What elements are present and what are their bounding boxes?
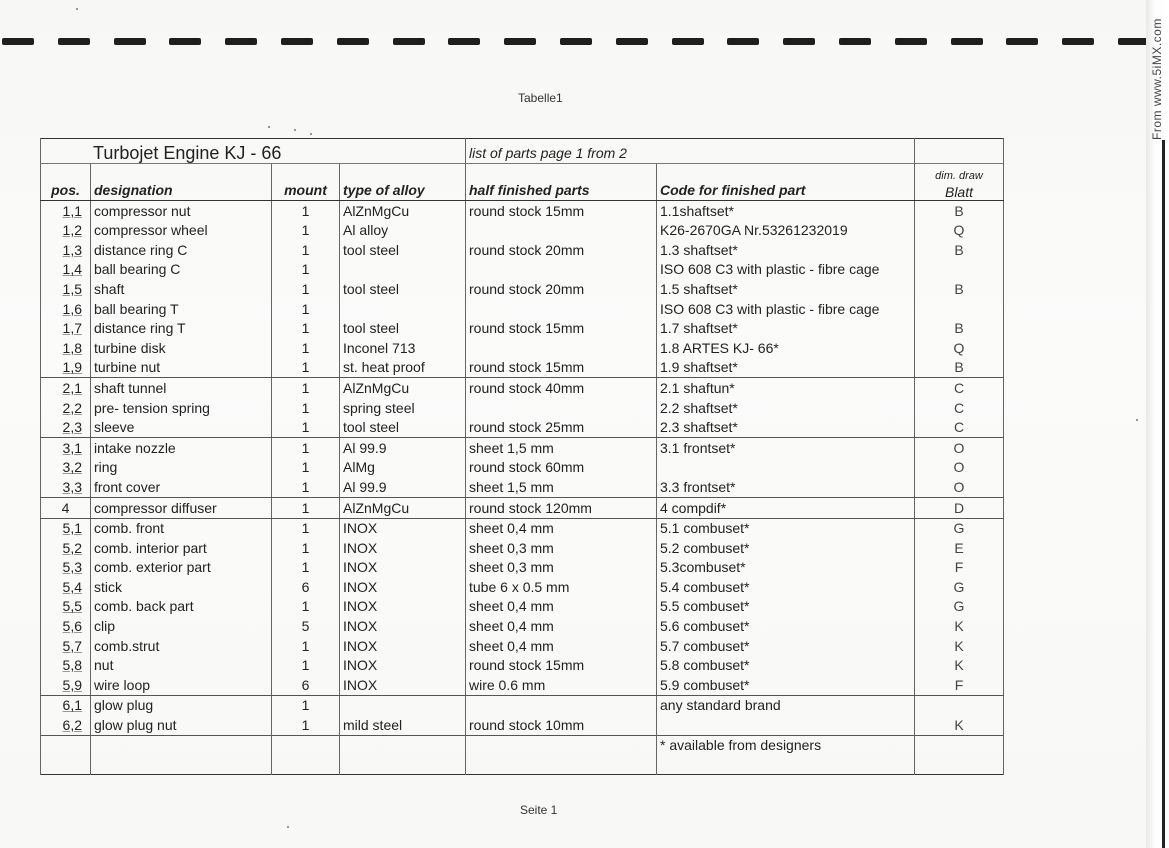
sheet-title: Tabelle1 bbox=[518, 91, 563, 105]
cell-code: 3.3 frontset* bbox=[657, 477, 915, 497]
table-row bbox=[41, 497, 1004, 518]
cell-half-finished: round stock 120mm bbox=[466, 497, 657, 518]
cell-mount: 1 bbox=[272, 319, 340, 339]
cell-alloy: INOX bbox=[340, 656, 466, 676]
table-title: Turbojet Engine KJ - 66 bbox=[41, 139, 466, 164]
cell-mount: 1 bbox=[272, 378, 340, 398]
header-dim-line1: dim. draw bbox=[935, 170, 983, 182]
cell-designation: pre- tension spring bbox=[91, 398, 272, 418]
cell-blatt bbox=[915, 695, 1004, 715]
cell-designation: ball bearing C bbox=[91, 260, 272, 280]
cell-pos: 5,4 bbox=[41, 577, 91, 597]
footnote-blank-cell bbox=[340, 736, 466, 775]
cell-pos: 5,3 bbox=[41, 558, 91, 578]
cell-half-finished: round stock 15mm bbox=[466, 358, 657, 378]
cell-code bbox=[657, 458, 915, 478]
cell-half-finished bbox=[466, 398, 657, 418]
cell-pos: 1,1 bbox=[41, 201, 91, 221]
cell-half-finished: sheet 0,3 mm bbox=[466, 538, 657, 558]
cell-blatt bbox=[915, 299, 1004, 319]
cell-mount: 1 bbox=[272, 299, 340, 319]
cell-designation: stick bbox=[91, 577, 272, 597]
cell-code: any standard brand bbox=[657, 695, 915, 715]
header-alloy: type of alloy bbox=[340, 164, 466, 201]
cell-half-finished bbox=[466, 221, 657, 241]
cell-half-finished: sheet 0,4 mm bbox=[466, 616, 657, 636]
cell-pos: 1,5 bbox=[41, 279, 91, 299]
cell-mount: 6 bbox=[272, 675, 340, 695]
cell-code: 2.2 shaftset* bbox=[657, 398, 915, 418]
cell-mount: 1 bbox=[272, 279, 340, 299]
cell-mount: 1 bbox=[272, 538, 340, 558]
parts-table bbox=[40, 138, 1004, 775]
perforation-hole bbox=[393, 38, 425, 45]
cell-half-finished bbox=[466, 260, 657, 280]
cell-half-finished: round stock 20mm bbox=[466, 279, 657, 299]
cell-mount: 1 bbox=[272, 438, 340, 458]
cell-alloy: INOX bbox=[340, 518, 466, 538]
cell-blatt: E bbox=[915, 538, 1004, 558]
cell-blatt: C bbox=[915, 378, 1004, 398]
cell-half-finished: round stock 15mm bbox=[466, 656, 657, 676]
cell-designation: intake nozzle bbox=[91, 438, 272, 458]
cell-mount: 1 bbox=[272, 201, 340, 221]
cell-alloy: Inconel 713 bbox=[340, 338, 466, 358]
header-half-finished: half finished parts bbox=[466, 164, 657, 201]
cell-mount: 1 bbox=[272, 240, 340, 260]
cell-mount: 1 bbox=[272, 656, 340, 676]
cell-code: 5.9 combuset* bbox=[657, 675, 915, 695]
cell-alloy: INOX bbox=[340, 636, 466, 656]
cell-designation: wire loop bbox=[91, 675, 272, 695]
cell-alloy: AlZnMgCu bbox=[340, 378, 466, 398]
table-row bbox=[41, 577, 1004, 597]
cell-designation: compressor nut bbox=[91, 201, 272, 221]
cell-designation: comb. back part bbox=[91, 597, 272, 617]
cell-pos: 2,2 bbox=[41, 398, 91, 418]
cell-designation: shaft bbox=[91, 279, 272, 299]
table-row bbox=[41, 558, 1004, 578]
cell-pos: 1,8 bbox=[41, 338, 91, 358]
cell-code: K26-2670GA Nr.53261232019 bbox=[657, 221, 915, 241]
footnote-blank-cell bbox=[915, 736, 1004, 775]
cell-pos: 3,3 bbox=[41, 477, 91, 497]
cell-designation: comb. interior part bbox=[91, 538, 272, 558]
cell-blatt: B bbox=[915, 358, 1004, 378]
cell-blatt bbox=[915, 260, 1004, 280]
cell-blatt: O bbox=[915, 458, 1004, 478]
cell-half-finished: sheet 0,4 mm bbox=[466, 636, 657, 656]
cell-code: 1.7 shaftset* bbox=[657, 319, 915, 339]
table-row bbox=[41, 221, 1004, 241]
cell-code: 2.1 shaftun* bbox=[657, 378, 915, 398]
table-row bbox=[41, 458, 1004, 478]
cell-designation: compressor wheel bbox=[91, 221, 272, 241]
cell-half-finished: sheet 1,5 mm bbox=[466, 438, 657, 458]
table-row bbox=[41, 418, 1004, 438]
cell-code: 5.4 combuset* bbox=[657, 577, 915, 597]
cell-alloy: Al alloy bbox=[340, 221, 466, 241]
perforation-hole bbox=[448, 38, 480, 45]
footnote-row bbox=[41, 736, 1004, 775]
table-row bbox=[41, 358, 1004, 378]
cell-mount: 1 bbox=[272, 398, 340, 418]
cell-half-finished: round stock 15mm bbox=[466, 319, 657, 339]
cell-code: 5.1 combuset* bbox=[657, 518, 915, 538]
cell-mount: 1 bbox=[272, 695, 340, 715]
perforation-strip bbox=[0, 35, 1146, 47]
header-mount: mount bbox=[272, 164, 340, 201]
edge-line bbox=[1162, 140, 1165, 848]
cell-designation: distance ring T bbox=[91, 319, 272, 339]
table-row bbox=[41, 240, 1004, 260]
footnote-blank-cell bbox=[466, 736, 657, 775]
cell-blatt: G bbox=[915, 577, 1004, 597]
cell-blatt: O bbox=[915, 477, 1004, 497]
cell-mount: 1 bbox=[272, 518, 340, 538]
cell-pos: 3,1 bbox=[41, 438, 91, 458]
cell-designation: compressor diffuser bbox=[91, 497, 272, 518]
cell-pos: 1,4 bbox=[41, 260, 91, 280]
cell-designation: distance ring C bbox=[91, 240, 272, 260]
cell-mount: 1 bbox=[272, 338, 340, 358]
cell-mount: 1 bbox=[272, 636, 340, 656]
header-dim-line2: Blatt bbox=[944, 184, 973, 200]
cell-half-finished: round stock 40mm bbox=[466, 378, 657, 398]
perforation-hole bbox=[560, 38, 592, 45]
cell-pos: 1,3 bbox=[41, 240, 91, 260]
cell-mount: 1 bbox=[272, 477, 340, 497]
cell-code: 1.3 shaftset* bbox=[657, 240, 915, 260]
perforation-hole bbox=[114, 38, 146, 45]
cell-pos: 5,1 bbox=[41, 518, 91, 538]
header-row bbox=[41, 164, 1004, 201]
cell-pos: 1,9 bbox=[41, 358, 91, 378]
cell-designation: turbine disk bbox=[91, 338, 272, 358]
cell-code bbox=[657, 715, 915, 735]
cell-pos: 2,1 bbox=[41, 378, 91, 398]
cell-blatt: K bbox=[915, 616, 1004, 636]
table-row bbox=[41, 675, 1004, 695]
cell-alloy: Al 99.9 bbox=[340, 477, 466, 497]
perforation-hole bbox=[672, 38, 704, 45]
cell-mount: 1 bbox=[272, 597, 340, 617]
header-designation: designation bbox=[91, 164, 272, 201]
cell-code: 1.5 shaftset* bbox=[657, 279, 915, 299]
cell-alloy: INOX bbox=[340, 597, 466, 617]
cell-pos: 5,6 bbox=[41, 616, 91, 636]
cell-half-finished bbox=[466, 299, 657, 319]
cell-blatt: B bbox=[915, 319, 1004, 339]
cell-blatt: B bbox=[915, 279, 1004, 299]
perforation-hole bbox=[169, 38, 201, 45]
cell-alloy: INOX bbox=[340, 675, 466, 695]
cell-mount: 1 bbox=[272, 221, 340, 241]
cell-code: 5.7 combuset* bbox=[657, 636, 915, 656]
perforation-hole bbox=[504, 38, 536, 45]
table-row bbox=[41, 398, 1004, 418]
cell-mount: 1 bbox=[272, 715, 340, 735]
footnote: * available from designers bbox=[657, 736, 915, 775]
cell-code: 3.1 frontset* bbox=[657, 438, 915, 458]
cell-code: 5.8 combuset* bbox=[657, 656, 915, 676]
watermark: From www.5iMX.com bbox=[1150, 18, 1164, 140]
cell-mount: 1 bbox=[272, 458, 340, 478]
perforation-hole bbox=[1062, 38, 1094, 45]
cell-designation: clip bbox=[91, 616, 272, 636]
cell-blatt: B bbox=[915, 240, 1004, 260]
cell-blatt: Q bbox=[915, 221, 1004, 241]
cell-alloy: Al 99.9 bbox=[340, 438, 466, 458]
perforation-hole bbox=[337, 38, 369, 45]
cell-blatt: G bbox=[915, 518, 1004, 538]
cell-half-finished: round stock 25mm bbox=[466, 418, 657, 438]
cell-half-finished: round stock 10mm bbox=[466, 715, 657, 735]
footnote-blank-cell bbox=[272, 736, 340, 775]
header-dim-draw bbox=[915, 164, 1004, 201]
perforation-hole bbox=[839, 38, 871, 45]
perforation-hole bbox=[783, 38, 815, 45]
cell-code: ISO 608 C3 with plastic - fibre cage bbox=[657, 299, 915, 319]
cell-mount: 6 bbox=[272, 577, 340, 597]
perforation-hole bbox=[225, 38, 257, 45]
cell-blatt: K bbox=[915, 636, 1004, 656]
table-row bbox=[41, 597, 1004, 617]
cell-half-finished: sheet 0,4 mm bbox=[466, 518, 657, 538]
cell-mount: 1 bbox=[272, 497, 340, 518]
cell-alloy: INOX bbox=[340, 616, 466, 636]
cell-alloy: st. heat proof bbox=[340, 358, 466, 378]
cell-alloy bbox=[340, 299, 466, 319]
cell-blatt: B bbox=[915, 201, 1004, 221]
cell-half-finished: sheet 0,3 mm bbox=[466, 558, 657, 578]
footnote-blank-cell bbox=[91, 736, 272, 775]
cell-designation: nut bbox=[91, 656, 272, 676]
cell-half-finished: round stock 20mm bbox=[466, 240, 657, 260]
cell-pos: 1,2 bbox=[41, 221, 91, 241]
table-row bbox=[41, 715, 1004, 735]
perforation-hole bbox=[2, 38, 34, 45]
cell-pos: 2,3 bbox=[41, 418, 91, 438]
cell-half-finished: sheet 1,5 mm bbox=[466, 477, 657, 497]
perforation-hole bbox=[951, 38, 983, 45]
cell-alloy: tool steel bbox=[340, 418, 466, 438]
cell-blatt: G bbox=[915, 597, 1004, 617]
table-row bbox=[41, 656, 1004, 676]
page-footer: Seite 1 bbox=[520, 803, 558, 817]
cell-designation: glow plug bbox=[91, 695, 272, 715]
cell-pos: 6,1 bbox=[41, 695, 91, 715]
cell-designation: glow plug nut bbox=[91, 715, 272, 735]
cell-code: 5.6 combuset* bbox=[657, 616, 915, 636]
cell-code: 5.3combuset* bbox=[657, 558, 915, 578]
table-row bbox=[41, 299, 1004, 319]
cell-code: 5.2 combuset* bbox=[657, 538, 915, 558]
table-row bbox=[41, 616, 1004, 636]
cell-half-finished: wire 0.6 mm bbox=[466, 675, 657, 695]
title-row bbox=[41, 139, 1004, 164]
cell-code: 1.1shaftset* bbox=[657, 201, 915, 221]
perforation-hole bbox=[58, 38, 90, 45]
cell-pos: 3,2 bbox=[41, 458, 91, 478]
cell-mount: 1 bbox=[272, 558, 340, 578]
cell-mount: 5 bbox=[272, 616, 340, 636]
cell-pos: 5,2 bbox=[41, 538, 91, 558]
cell-designation: front cover bbox=[91, 477, 272, 497]
table-row bbox=[41, 378, 1004, 398]
cell-code: 1.8 ARTES KJ- 66* bbox=[657, 338, 915, 358]
cell-pos: 1,6 bbox=[41, 299, 91, 319]
cell-half-finished bbox=[466, 695, 657, 715]
cell-designation: turbine nut bbox=[91, 358, 272, 378]
cell-alloy: tool steel bbox=[340, 319, 466, 339]
cell-alloy: INOX bbox=[340, 558, 466, 578]
cell-pos: 5,9 bbox=[41, 675, 91, 695]
cell-alloy bbox=[340, 695, 466, 715]
cell-alloy: tool steel bbox=[340, 240, 466, 260]
cell-pos: 5,8 bbox=[41, 656, 91, 676]
cell-blatt: O bbox=[915, 438, 1004, 458]
table-row bbox=[41, 695, 1004, 715]
perforation-hole bbox=[281, 38, 313, 45]
cell-designation: shaft tunnel bbox=[91, 378, 272, 398]
table-subtitle: list of parts page 1 from 2 bbox=[466, 139, 915, 164]
table-row bbox=[41, 438, 1004, 458]
table-row bbox=[41, 319, 1004, 339]
cell-pos: 5,5 bbox=[41, 597, 91, 617]
cell-half-finished: round stock 60mm bbox=[466, 458, 657, 478]
table-row bbox=[41, 279, 1004, 299]
cell-mount: 1 bbox=[272, 260, 340, 280]
table-row bbox=[41, 477, 1004, 497]
perforation-hole bbox=[1006, 38, 1038, 45]
cell-half-finished: sheet 0,4 mm bbox=[466, 597, 657, 617]
cell-half-finished: round stock 15mm bbox=[466, 201, 657, 221]
cell-blatt: C bbox=[915, 418, 1004, 438]
cell-half-finished: tube 6 x 0.5 mm bbox=[466, 577, 657, 597]
cell-alloy: spring steel bbox=[340, 398, 466, 418]
cell-code: 1.9 shaftset* bbox=[657, 358, 915, 378]
cell-blatt: C bbox=[915, 398, 1004, 418]
cell-alloy: INOX bbox=[340, 577, 466, 597]
perforation-hole bbox=[727, 38, 759, 45]
cell-blatt: F bbox=[915, 675, 1004, 695]
cell-code: 2.3 shaftset* bbox=[657, 418, 915, 438]
cell-alloy: INOX bbox=[340, 538, 466, 558]
table-row bbox=[41, 260, 1004, 280]
cell-half-finished bbox=[466, 338, 657, 358]
cell-alloy: mild steel bbox=[340, 715, 466, 735]
cell-designation: comb. front bbox=[91, 518, 272, 538]
cell-designation: ring bbox=[91, 458, 272, 478]
cell-alloy: AlZnMgCu bbox=[340, 497, 466, 518]
header-code: Code for finished part bbox=[657, 164, 915, 201]
perforation-hole bbox=[616, 38, 648, 45]
cell-code: 4 compdif* bbox=[657, 497, 915, 518]
cell-alloy: AlMg bbox=[340, 458, 466, 478]
cell-designation: ball bearing T bbox=[91, 299, 272, 319]
header-pos: pos. bbox=[41, 164, 91, 201]
cell-pos: 6,2 bbox=[41, 715, 91, 735]
table-row bbox=[41, 201, 1004, 221]
cell-pos: 5,7 bbox=[41, 636, 91, 656]
table-row bbox=[41, 338, 1004, 358]
cell-pos: 1,7 bbox=[41, 319, 91, 339]
cell-code: ISO 608 C3 with plastic - fibre cage bbox=[657, 260, 915, 280]
cell-blatt: K bbox=[915, 715, 1004, 735]
cell-code: 5.5 combuset* bbox=[657, 597, 915, 617]
cell-alloy bbox=[340, 260, 466, 280]
cell-alloy: tool steel bbox=[340, 279, 466, 299]
cell-blatt: K bbox=[915, 656, 1004, 676]
cell-mount: 1 bbox=[272, 358, 340, 378]
cell-blatt: D bbox=[915, 497, 1004, 518]
table-row bbox=[41, 518, 1004, 538]
cell-blatt: Q bbox=[915, 338, 1004, 358]
footnote-blank-cell bbox=[41, 736, 91, 775]
cell-pos: 4 bbox=[41, 497, 91, 518]
cell-designation: sleeve bbox=[91, 418, 272, 438]
cell-designation: comb.strut bbox=[91, 636, 272, 656]
title-blank-cell bbox=[915, 139, 1004, 164]
cell-alloy: AlZnMgCu bbox=[340, 201, 466, 221]
perforation-hole bbox=[895, 38, 927, 45]
cell-mount: 1 bbox=[272, 418, 340, 438]
table-row bbox=[41, 538, 1004, 558]
table-row bbox=[41, 636, 1004, 656]
cell-blatt: F bbox=[915, 558, 1004, 578]
cell-designation: comb. exterior part bbox=[91, 558, 272, 578]
